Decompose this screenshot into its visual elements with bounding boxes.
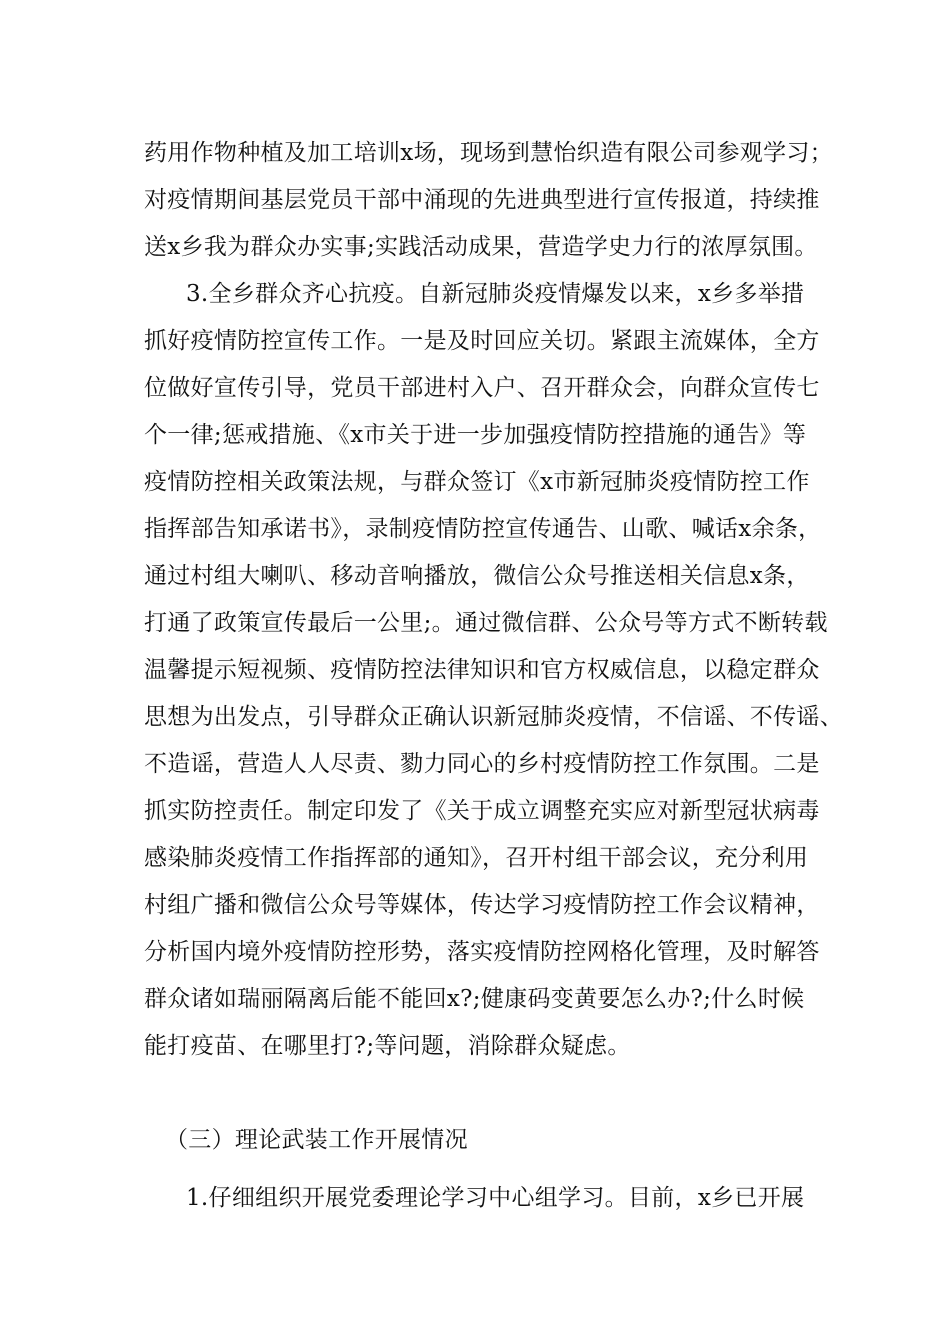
text-line: 抓好疫情防控宣传工作。一是及时回应关切。紧跟主流媒体，全方 <box>144 328 820 354</box>
section-heading: （三）理论武装工作开展情况 <box>165 1127 468 1153</box>
text-line: 送x乡我为群众办实事;实践活动成果，营造学史力行的浓厚氛围。 <box>144 234 818 260</box>
text-line: 不造谣，营造人人尽责、勠力同心的乡村疫情防控工作氛围。二是 <box>144 751 820 777</box>
text-line: 分析国内境外疫情防控形势，落实疫情防控网格化管理，及时解答 <box>144 939 820 965</box>
paragraph-start-line: 1.仔细组织开展党委理论学习中心组学习。目前，x乡已开展 <box>186 1185 805 1211</box>
text-line: 疫情防控相关政策法规，与群众签订《x市新冠肺炎疫情防控工作 <box>144 469 810 495</box>
text-line: 温馨提示短视频、疫情防控法律知识和官方权威信息，以稳定群众 <box>144 657 820 683</box>
text-line: 感染肺炎疫情工作指挥部的通知》，召开村组干部会议，充分利用 <box>144 845 809 871</box>
paragraph-start-line: 3.全乡群众齐心抗疫。自新冠肺炎疫情爆发以来，x乡多举措 <box>186 281 805 307</box>
text-line: 个一律;惩戒措施、《x市关于进一步加强疫情防控措施的通告》等 <box>144 422 807 448</box>
text-line: 群众诸如瑞丽隔离后能不能回x?;健康码变黄要怎么办?;什么时候 <box>144 986 805 1012</box>
text-line: 打通了政策宣传最后一公里;。通过微信群、公众号等方式不断转载 <box>144 610 828 636</box>
text-line: 抓实防控责任。制定印发了《关于成立调整充实应对新型冠状病毒 <box>144 798 820 824</box>
text-line: 思想为出发点，引导群众正确认识新冠肺炎疫情，不信谣、不传谣、 <box>144 704 843 730</box>
text-line: 指挥部告知承诺书》，录制疫情防控宣传通告、山歌、喊话x余条， <box>144 516 822 542</box>
text-line: 能打疫苗、在哪里打?;等问题，消除群众疑虑。 <box>144 1033 631 1059</box>
text-line: 村组广播和微信公众号等媒体，传达学习疫情防控工作会议精神， <box>144 892 820 918</box>
text-line: 对疫情期间基层党员干部中涌现的先进典型进行宣传报道，持续推 <box>144 187 820 213</box>
text-line: 通过村组大喇叭、移动音响播放，微信公众号推送相关信息x条， <box>144 563 810 589</box>
text-line: 药用作物种植及加工培训x场，现场到慧怡织造有限公司参观学习； <box>144 140 833 166</box>
text-line: 位做好宣传引导，党员干部进村入户、召开群众会，向群众宣传七 <box>144 375 820 401</box>
